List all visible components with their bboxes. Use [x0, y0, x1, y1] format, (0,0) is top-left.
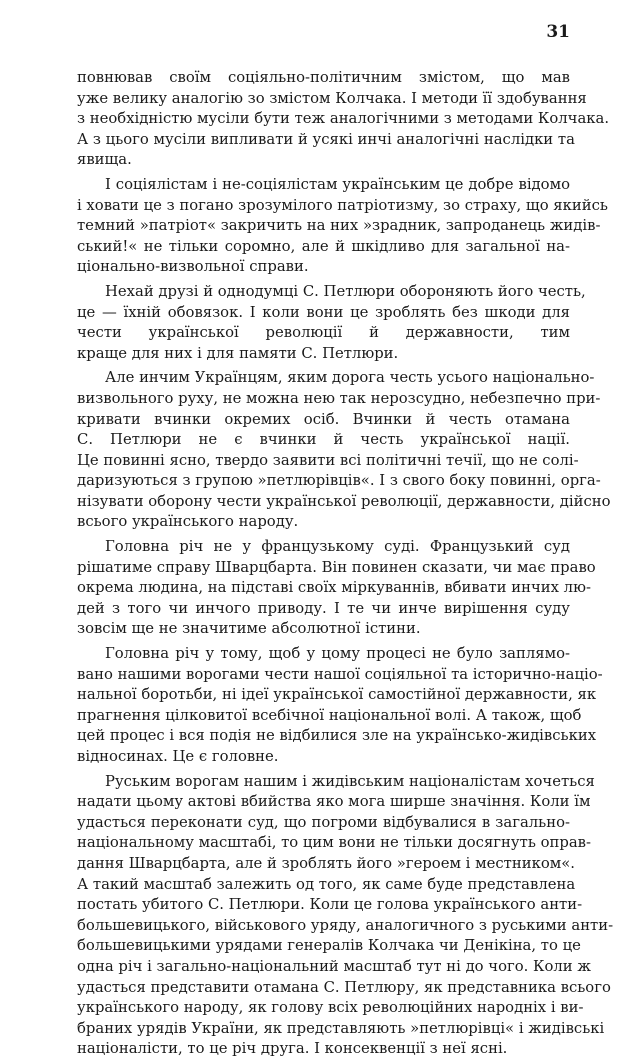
text-line: цей процес і вся подія не відбилися зле на українсько-жидівських — [77, 727, 597, 745]
text-line: чести української революції й державности, тим — [77, 324, 570, 342]
paragraph — [77, 644, 603, 768]
text-line: надати цьому актові вбийства яко мога ширше значіння. Коли їм — [77, 793, 591, 811]
text-line: постать убитого С. Петлюри. Коли це голова українського анти- — [77, 896, 583, 914]
text-line: большевицького, військового уряду, аналогичного з руськими анти- — [77, 916, 614, 934]
text-line: большевицькими урядами генералів Колчака чи Денікіна, то це — [77, 937, 581, 955]
text-line: І соціялістам і не-соціялістам українським це добре відомо — [105, 175, 570, 193]
text-line: краще для них і для памяти С. Петлюри. — [77, 344, 399, 362]
text-line: Це повинні ясно, твердо заявити всі політичні течії, що не солі- — [77, 451, 579, 469]
text-line: визвольного руху, не можна нею так нерозсудно, небезпечно при- — [77, 389, 601, 407]
text-line: українського народу, як голову всіх революційних народніх і ви- — [77, 999, 584, 1017]
text-line: кривати вчинки окремих осіб. Вчинки й честь отамана — [77, 410, 570, 428]
text-line: Нехай друзі й однодумці С. Петлюри обороняють його честь, — [105, 282, 586, 300]
paragraph — [77, 537, 596, 640]
text-line: з необхідністю мусіли бути теж аналогічними з методами Колчака. — [77, 110, 610, 128]
text-line: національному масштабі, то цим вони не тільки досягнуть оправ- — [77, 834, 591, 852]
paragraph — [77, 175, 608, 278]
text-line: А з цього мусіли випливати й усякі инчі аналогічні наслідки та — [77, 130, 575, 148]
text-line: повнював своїм соціяльно-політичним змістом, що мав — [77, 69, 570, 86]
text-line: дання Шварцбарта, але й зроблять його »героем і местником«. — [77, 854, 575, 872]
text-line: і ховати це з погано зрозумілого патріотизму, зо страху, що якийсь — [77, 196, 608, 214]
text-line: прагнення цілковитої всебічної національної волі. А також, щоб — [77, 706, 582, 724]
text-line: дей з того чи инчого приводу. І те чи инче вирішення суду — [77, 599, 570, 617]
text-line: націоналісти, то це річ друга. І консеквенції з неї ясні. — [77, 1040, 508, 1058]
text-line: одна річ і загально-національний масштаб тут ні до чого. Коли ж — [77, 957, 591, 975]
text-line: даризуються з групою »петлюрівців«. І з свого боку повинні, орга- — [77, 472, 601, 490]
text-line: Але инчим Українцям, яким дорога честь усього національно- — [105, 369, 595, 387]
text-line: Руським ворогам нашим і жидівським націоналістам хочеться — [105, 772, 595, 790]
text-line: зовсім ще не значитиме абсолютної істини. — [77, 620, 421, 638]
text-line: удасться представити отамана С. Петлюру, як представника всього — [77, 978, 611, 996]
paragraph — [77, 68, 610, 171]
text-line: А такий масштаб залежить од того, як саме буде представлена — [77, 875, 576, 893]
text-line: темний »патріот« закричить на них »зрадник, запроданець жидів- — [77, 217, 601, 235]
text-line: нізувати оборону чести української революції, державности, дійсно — [77, 492, 611, 510]
text-line: ський!« не тільки соромно, але й шкідливо для загальної на- — [77, 237, 570, 255]
text-line: явища. — [77, 151, 132, 169]
text-line: С. Петлюри не є вчинки й честь української нації. — [77, 431, 570, 449]
text-line: ціонально-визвольної справи. — [77, 258, 309, 276]
text-line: Головна річ у тому, щоб у цому процесі не було заплямо- — [105, 645, 570, 663]
body-text — [77, 68, 614, 1064]
text-line: окрема людина, на підставі своїх міркуваннів, вбивати инчих лю- — [77, 579, 591, 597]
text-line: відносинах. Це є головне. — [77, 748, 279, 765]
text-line: це — їхній обовязок. І коли вони це зроблять без шкоди для — [77, 303, 570, 321]
paragraph — [77, 368, 611, 533]
page-number: 31 — [546, 22, 570, 42]
text-line: рішатиме справу Шварцбарта. Він повинен сказати, чи має право — [77, 558, 596, 576]
text-line: браних урядів України, як представляють »петлюрівці« і жидівські — [77, 1019, 605, 1037]
text-line: вано нашими ворогами чести нашої соціяльної та історично-націо- — [77, 665, 603, 683]
text-line: всього українського народу. — [77, 513, 299, 531]
text-line: уже велику аналогію зо змістом Колчака. І методи її здобування — [77, 89, 587, 107]
paragraph — [77, 282, 586, 364]
paragraph — [77, 772, 614, 1060]
text-line: нальної боротьби, ні ідеї української самостійної державности, як — [77, 686, 597, 704]
text-line: удасться переконати суд, що погроми відбувалися в загально- — [77, 813, 570, 831]
text-line: Головна річ не у французькому суді. Французький суд — [105, 538, 570, 556]
